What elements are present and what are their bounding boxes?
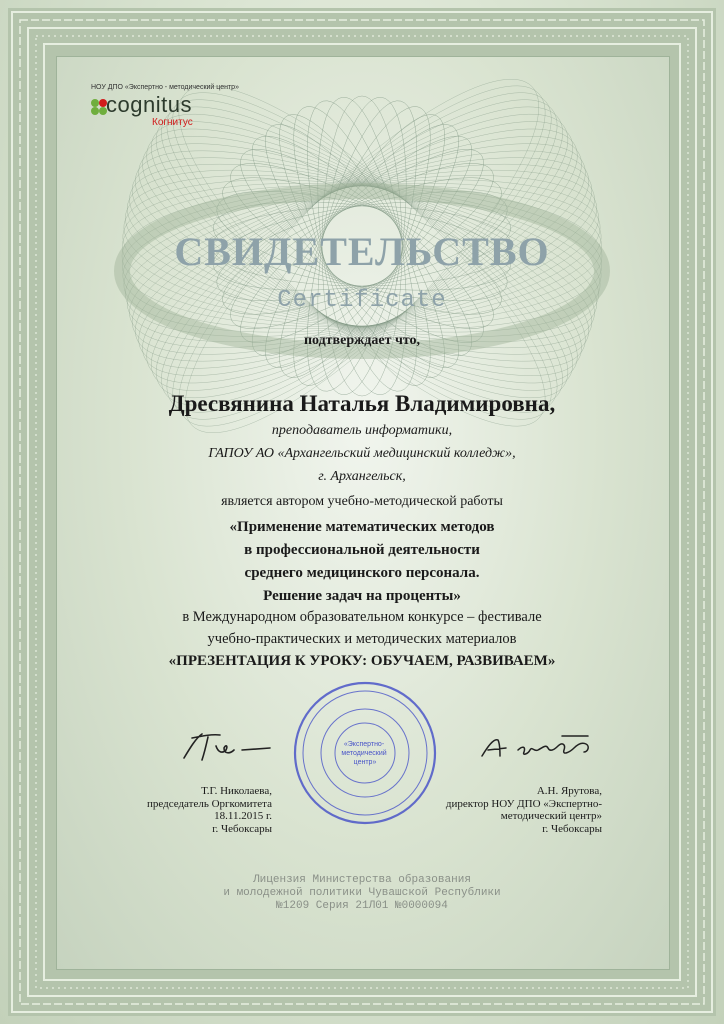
signer-left-city: г. Чебоксары xyxy=(212,822,272,835)
logo-org-line: НОУ ДПО «Экспертно - методический центр» xyxy=(91,84,239,91)
signer-right-role: директор НОУ ДПО «Экспертно- xyxy=(445,797,602,810)
signer-right-role-cont: методический центр» xyxy=(500,810,602,822)
signer-left-date: 18.11.2015 г. xyxy=(214,810,272,822)
author-line: является автором учебно-методической работы xyxy=(221,494,503,509)
contest-line: в Международном образовательном конкурсе – фестивале xyxy=(182,609,542,625)
logo-brand: cognitus xyxy=(106,92,192,117)
signer-right-name: А.Н. Ярутова, xyxy=(536,785,602,797)
license-info xyxy=(0,874,724,913)
work-title-line: «Применение математических методов xyxy=(229,519,495,535)
license-line: №1209 Серия 21Л01 №0000094 xyxy=(276,900,448,912)
license-line: Лицензия Министерства образования xyxy=(253,874,471,886)
recipient-organization: ГАПОУ АО «Архангельский медицинский колледж», xyxy=(208,446,516,461)
certificate-title: СВИДЕТЕЛЬСТВО xyxy=(174,229,550,274)
confirms-text: подтверждает что, xyxy=(303,333,421,348)
signature-left xyxy=(178,728,278,764)
signer-right-city: г. Чебоксары xyxy=(542,822,602,835)
recipient-position: преподаватель информатики, xyxy=(271,423,453,438)
logo-brand-ru: Когнитус xyxy=(152,117,193,128)
contest-name: «ПРЕЗЕНТАЦИЯ К УРОКУ: ОБУЧАЕМ, РАЗВИВАЕМ» xyxy=(168,653,556,669)
license-line: и молодежной политики Чувашской Республики xyxy=(223,887,501,899)
signer-left xyxy=(147,785,272,835)
work-title-line: Решение задач на проценты» xyxy=(263,588,461,604)
stamp-center-line: методический xyxy=(341,750,387,757)
work-title-line: среднего медицинского персонала. xyxy=(244,565,480,581)
contest-line: учебно-практических и методических материалов xyxy=(207,631,517,647)
stamp-center-line: центр» xyxy=(353,759,377,766)
signature-right xyxy=(478,730,608,764)
signer-left-name: Т.Г. Николаева, xyxy=(201,785,272,797)
work-title-line: в профессиональной деятельности xyxy=(244,542,480,558)
certificate-subtitle: Certificate xyxy=(277,287,447,314)
svg-text:«Экспертно- методический xyxy=(341,741,388,766)
recipient-name: Дресвянина Наталья Владимировна, xyxy=(168,391,556,416)
stamp-center-line: «Экспертно- xyxy=(343,741,385,748)
signer-right xyxy=(427,785,602,835)
official-stamp xyxy=(292,680,438,826)
recipient-city: г. Архангельск, xyxy=(318,469,406,484)
signer-left-role: председатель Оргкомитета xyxy=(146,797,272,810)
